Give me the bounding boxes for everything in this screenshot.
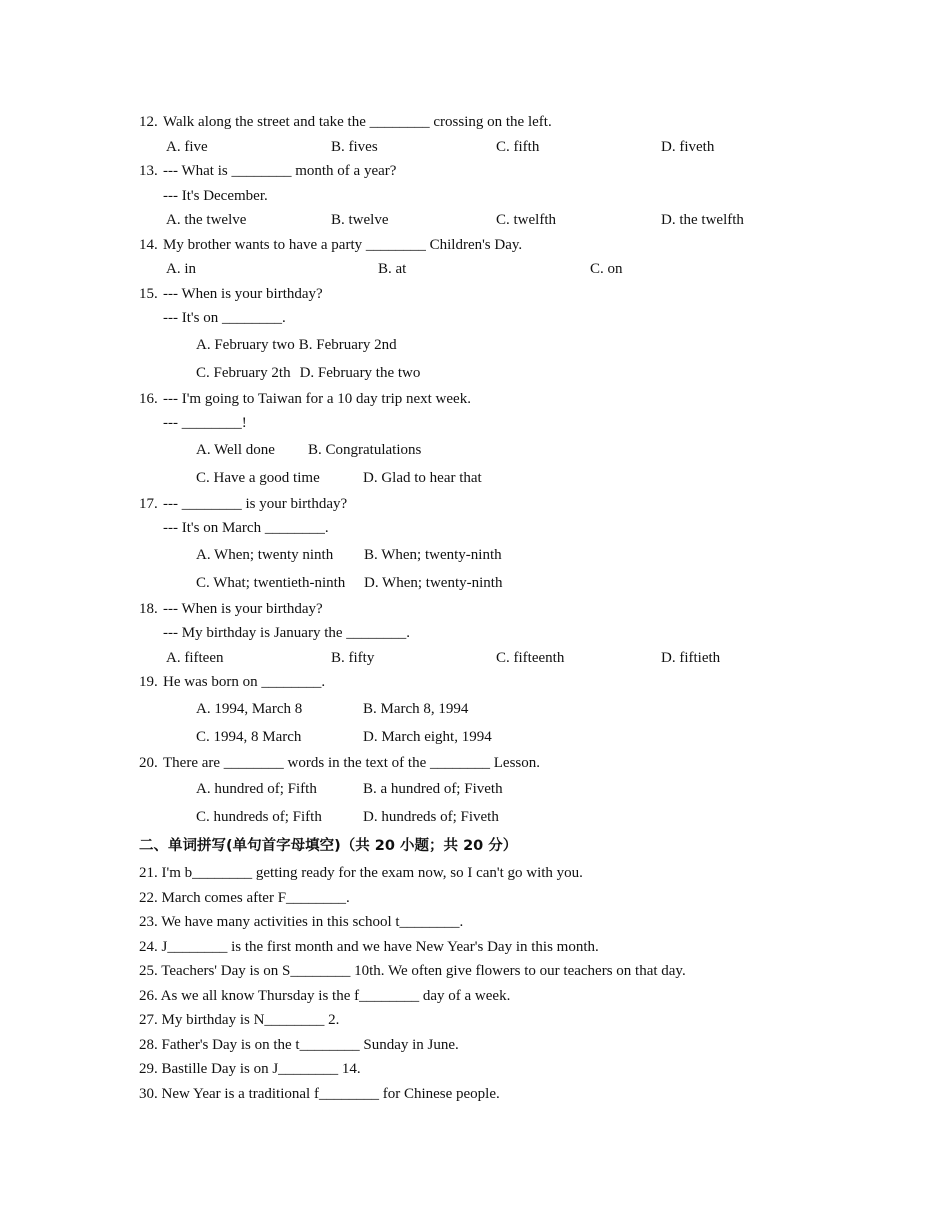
option-a: A. February two <box>196 336 295 353</box>
option-c: C. Have a good time <box>196 469 320 486</box>
question-stem: My brother wants to have a party ________ Children's Day. <box>163 236 523 253</box>
option-b: B. twelve <box>331 212 389 228</box>
option-c: C. fifteenth <box>496 649 565 666</box>
option-b: B. March 8, 1994 <box>363 700 469 717</box>
question-number: 16. <box>139 390 158 407</box>
option-d: D. fiftieth <box>661 649 721 666</box>
option-c: C. What; twentieth-ninth <box>196 574 346 591</box>
option-d: D. fiveth <box>661 138 715 155</box>
question-number: 18. <box>139 600 158 617</box>
question-reply: --- My birthday is January the ________. <box>163 625 411 641</box>
option-a: A. five <box>166 138 208 155</box>
question-reply: --- It's on ________. <box>163 310 286 326</box>
option-b: B. at <box>378 261 407 277</box>
option-c: C. February 2th <box>196 364 291 381</box>
option-c: C. fifth <box>496 138 540 155</box>
question-16-options-row-1 <box>139 436 819 464</box>
question-19-options-row-2 <box>139 723 819 751</box>
option-a: A. hundred of; Fifth <box>196 781 317 797</box>
spelling-item-25: 25. Teachers' Day is on S________ 10th. We often give flowers to our teachers on that day. <box>139 963 686 979</box>
question-17-options-row-2 <box>139 569 819 597</box>
question-stem: --- When is your birthday? <box>163 600 323 617</box>
section-title: 二、单词拼写(单句首字母填空)（共 20 小题；共 20 分） <box>139 838 518 854</box>
spelling-item-27: 27. My birthday is N________ 2. <box>139 1012 340 1028</box>
question-number: 17. <box>139 495 158 512</box>
question-18 <box>139 597 819 622</box>
option-d: D. the twelfth <box>661 212 744 228</box>
question-reply: --- It's December. <box>163 187 268 204</box>
question-20-options-row-1 <box>139 775 819 803</box>
question-number: 20. <box>139 754 158 771</box>
option-d: D. Glad to hear that <box>363 469 482 486</box>
option-a: A. fifteen <box>166 649 224 666</box>
question-19 <box>139 670 819 695</box>
option-a: A. in <box>166 261 196 277</box>
option-a: A. Well done <box>196 441 275 458</box>
question-20-options-row-2 <box>139 803 819 831</box>
option-a: A. the twelve <box>166 212 247 228</box>
spelling-item-29: 29. Bastille Day is on J________ 14. <box>139 1061 361 1077</box>
spelling-item-22: 22. March comes after F________. <box>139 889 350 906</box>
question-13-options <box>139 208 819 233</box>
option-d: D. March eight, 1994 <box>363 728 492 745</box>
spelling-item-30: 30. New Year is a traditional f________ for Chinese people. <box>139 1085 500 1102</box>
question-12-options <box>139 135 819 160</box>
option-b: B. When; twenty-ninth <box>364 546 502 563</box>
question-17-options-row-1 <box>139 541 819 569</box>
question-14 <box>139 233 819 258</box>
option-b: B. a hundred of; Fiveth <box>363 781 503 797</box>
question-13 <box>139 159 819 184</box>
option-c: C. hundreds of; Fifth <box>196 809 322 825</box>
question-17 <box>139 492 819 517</box>
option-d: D. hundreds of; Fiveth <box>363 809 499 825</box>
question-reply: --- It's on March ________. <box>163 520 329 536</box>
question-stem: There are ________ words in the text of the ________ Lesson. <box>163 754 540 771</box>
question-stem: He was born on ________. <box>163 674 326 690</box>
option-c: C. on <box>590 261 623 277</box>
option-b: B. fifty <box>331 649 375 666</box>
question-number: 13. <box>139 163 158 179</box>
option-d: D. When; twenty-ninth <box>364 574 503 591</box>
option-a: A. 1994, March 8 <box>196 700 303 717</box>
question-stem: --- When is your birthday? <box>163 285 323 302</box>
spelling-item-21: 21. I'm b________ getting ready for the exam now, so I can't go with you. <box>139 865 583 881</box>
question-stem: Walk along the street and take the ________ crossing on the left. <box>163 114 552 130</box>
question-stem: --- I'm going to Taiwan for a 10 day trip next week. <box>163 390 471 407</box>
question-number: 15. <box>139 285 158 302</box>
question-stem: --- ________ is your birthday? <box>163 495 348 512</box>
question-15-options-row-2 <box>139 359 819 387</box>
question-20 <box>139 751 819 776</box>
option-b: B. February 2nd <box>298 336 397 353</box>
option-c: C. twelfth <box>496 212 556 228</box>
spelling-item-26: 26. As we all know Thursday is the f________ day of a week. <box>139 987 511 1004</box>
spelling-item-24: 24. J________ is the first month and we have New Year's Day in this month. <box>139 938 599 955</box>
question-number: 12. <box>139 114 158 130</box>
question-15-options-row-1 <box>139 331 819 359</box>
option-c: C. 1994, 8 March <box>196 728 302 745</box>
question-12 <box>139 110 819 135</box>
option-b: B. fives <box>331 138 378 155</box>
spelling-item-23: 23. We have many activities in this school t________. <box>139 914 464 930</box>
question-number: 14. <box>139 236 158 253</box>
exam-content <box>139 110 819 1106</box>
question-reply: --- ________! <box>163 415 247 431</box>
option-a: A. When; twenty ninth <box>196 546 334 563</box>
question-stem: --- What is ________ month of a year? <box>163 163 397 179</box>
question-14-options <box>139 257 819 282</box>
question-number: 19. <box>139 674 158 690</box>
question-15 <box>139 282 819 307</box>
option-b: B. Congratulations <box>308 441 422 458</box>
option-d: D. February the two <box>299 364 421 381</box>
spelling-item-28: 28. Father's Day is on the t________ Sunday in June. <box>139 1036 459 1053</box>
question-19-options-row-1 <box>139 695 819 723</box>
question-16 <box>139 387 819 412</box>
question-18-options <box>139 646 819 671</box>
question-16-options-row-2 <box>139 464 819 492</box>
